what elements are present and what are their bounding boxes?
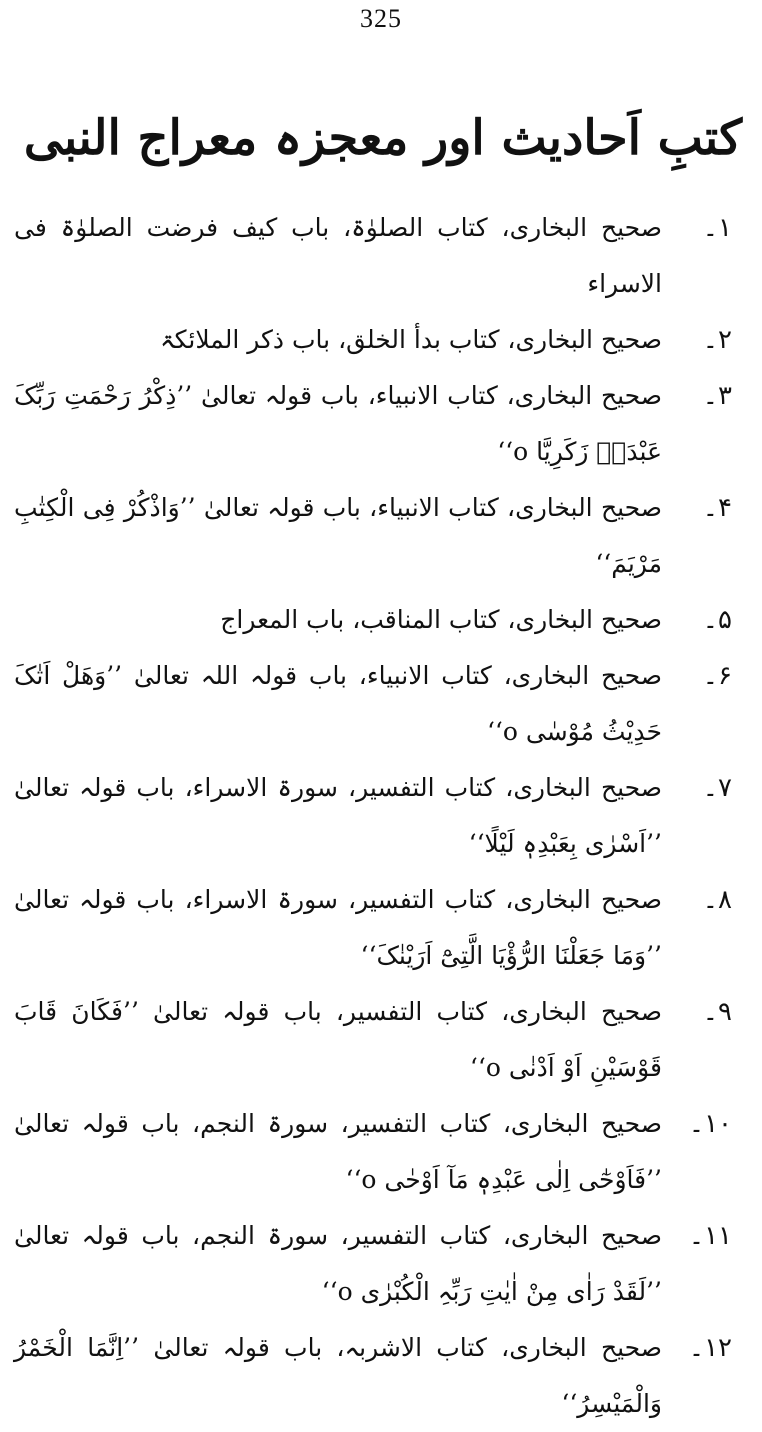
reference-text: صحیح البخاری، کتاب التفسیر، باب قولہ تعالیٰ ’’فَکَانَ قَابَ قَوْسَیْنِ اَوْ اَدْنٰی o‘‘ — [14, 997, 662, 1082]
reference-number: ۸۔ — [702, 885, 732, 915]
reference-item — [14, 592, 736, 648]
reference-text: صحیح البخاری، کتاب التفسیر، سورۃ الاسراء، باب قولہ تعالیٰ ’’اَسْرٰی بِعَبْدِہٖ لَیْلًا‘‘ — [14, 773, 662, 858]
reference-number: ۳۔ — [702, 381, 732, 411]
reference-text: صحیح البخاری، کتاب بدأ الخلق، باب ذکر الملائکۃ — [159, 325, 662, 354]
reference-text: صحیح البخاری، کتاب الانبیاء، باب قولہ اللہ تعالیٰ ’’وَھَلْ اَتٰکَ حَدِیْثُ مُوْسٰی o‘‘ — [14, 661, 662, 746]
reference-item — [14, 760, 736, 872]
reference-item — [14, 368, 736, 480]
reference-number: ۶۔ — [702, 661, 732, 691]
reference-text: صحیح البخاری، کتاب المناقب، باب المعراج — [220, 605, 662, 634]
reference-item — [14, 984, 736, 1096]
reference-item — [14, 872, 736, 984]
reference-item — [14, 312, 736, 368]
reference-number: ۱۔ — [702, 213, 732, 243]
reference-list — [14, 200, 736, 1432]
reference-number: ۱۱۔ — [688, 1221, 732, 1251]
reference-text: صحیح البخاری، کتاب الانبیاء، باب قولہ تعالیٰ ’’وَاذْکُرْ فِی الْکِتٰبِ مَرْیَمَ‘‘ — [14, 493, 662, 578]
reference-number: ۵۔ — [702, 605, 732, 635]
reference-item — [14, 1320, 736, 1432]
reference-text: صحیح البخاری، کتاب الصلوٰۃ، باب کیف فرضت الصلوٰۃ فی الاسراء — [14, 213, 662, 298]
page-number: 325 — [360, 4, 402, 33]
reference-item — [14, 648, 736, 760]
reference-text: صحیح البخاری، کتاب التفسیر، سورۃ النجم، باب قولہ تعالیٰ ’’فَاَوْحٰٓی اِلٰی عَبْدِہٖ مَآ اَوْحٰی o‘‘ — [14, 1109, 662, 1194]
reference-text: صحیح البخاری، کتاب التفسیر، سورۃ الاسراء، باب قولہ تعالیٰ ’’وَمَا جَعَلْنَا الرُّؤْیَا الَّتِیْٓ اَرَیْنٰکَ‘‘ — [14, 885, 662, 970]
reference-text: صحیح البخاری، کتاب التفسیر، سورۃ النجم، باب قولہ تعالیٰ ’’لَقَدْ رَاٰی مِنْ اٰیٰتِ رَبِّہِ الْکُبْرٰی o‘‘ — [14, 1221, 662, 1306]
reference-number: ۱۰۔ — [688, 1109, 732, 1139]
reference-item — [14, 480, 736, 592]
reference-item — [14, 1096, 736, 1208]
reference-number: ۱۲۔ — [688, 1333, 732, 1363]
reference-number: ۴۔ — [702, 493, 732, 523]
reference-item — [14, 1208, 736, 1320]
reference-number: ۹۔ — [702, 997, 732, 1027]
reference-item — [14, 200, 736, 312]
reference-number: ۷۔ — [702, 773, 732, 803]
reference-text: صحیح البخاری، کتاب الانبیاء، باب قولہ تعالیٰ ’’ذِکْرُ رَحْمَتِ رَبِّکَ عَبْدَہٗ زَکَرِیَّا o‘‘ — [14, 381, 662, 466]
chapter-title: کتبِ اَحادیث اور معجزہ معراج النبی — [23, 110, 743, 166]
chapter-heading — [20, 88, 742, 188]
reference-number: ۲۔ — [702, 325, 732, 355]
reference-text: صحیح البخاری، کتاب الاشربہ، باب قولہ تعالیٰ ’’اِنَّمَا الْخَمْرُ وَالْمَیْسِرُ‘‘ — [14, 1333, 662, 1418]
